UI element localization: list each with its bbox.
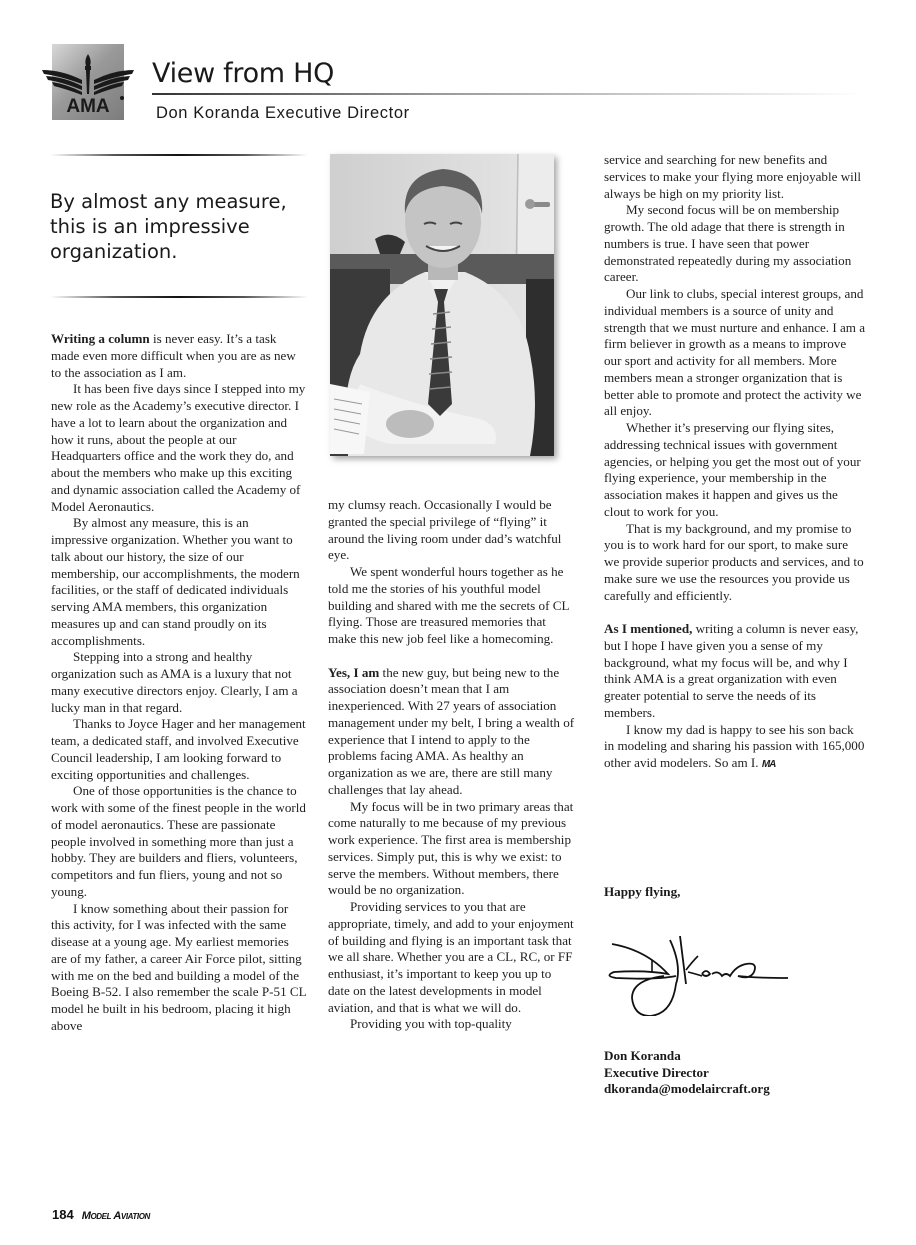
article-paragraph: I know something about their passion for this activity, for I was infected with the same disease at a young age. My earliest memories are of my father, a career Air Force pilot, sitting with me on the bed and building a model of the Boeing B-52. I also remember the scale P-51 CL model he built in his bedroom, placing it high above bbox=[51, 900, 307, 1033]
magazine-name: Model Aviation bbox=[81, 1210, 150, 1222]
article-column-3 bbox=[604, 152, 866, 774]
lead-in: Yes, I am bbox=[328, 664, 380, 680]
lead-in: As I mentioned, bbox=[604, 621, 693, 636]
article-paragraph: my clumsy reach. Occasionally I would be granted the special privilege of “flying” it around the living room under dad’s watchful eye. bbox=[328, 497, 562, 563]
author-photo bbox=[330, 154, 554, 456]
article-paragraph: Providing services to you that are appropriate, timely, and add to your enjoyment of building and flying is an important task that we all share. Whether you are a CL, RC, or FF enthusiast, it’s important to keep you up to date on the latest developments in model aviation, and that is what we will do. bbox=[328, 899, 574, 1015]
article-paragraph: My focus will be in two primary areas that come naturally to me because of my previous work experience. The first area is membership services. Simply put, this is why we exist: to serve the members. Without members, there would be no organization. bbox=[328, 798, 574, 898]
article-paragraph: service and searching for new benefits and services to make your flying more enjoyable will always be high on my priority list. bbox=[604, 152, 862, 201]
svg-text:AMA: AMA bbox=[66, 96, 110, 117]
article-paragraph: As I mentioned, writing a column is never easy, but I hope I have given you a sense of my background, what my focus will be, and why I think AMA is a great organization with even greater potential to serve the needs of its members. bbox=[604, 621, 859, 720]
article-column-1 bbox=[51, 331, 307, 1035]
article-paragraph: Writing a column is never easy. It’s a task made even more difficult when you are as new to the association as I am. bbox=[51, 331, 296, 380]
signature-block bbox=[604, 1048, 770, 1098]
pull-quote: By almost any measure, this is an impressive organization. bbox=[50, 190, 287, 263]
ama-logo bbox=[40, 44, 136, 120]
signer-email[interactable]: dkoranda@modelaircraft.org bbox=[604, 1081, 770, 1096]
author-byline: Don Koranda Executive Director bbox=[156, 104, 410, 122]
signer-title: Executive Director bbox=[604, 1064, 709, 1080]
closing-salutation: Happy flying, bbox=[604, 884, 681, 899]
lead-in: Writing a column bbox=[51, 331, 150, 346]
article-paragraph: Thanks to Joyce Hager and her management team, a dedicated staff, and involved Executive Council leadership, I am looking forward to exciting opportunities and challenges. bbox=[51, 716, 306, 782]
article-paragraph: We spent wonderful hours together as he told me the stories of his youthful model building and shared with me the secrets of CL flying. Those are treasured memories that make this new job feel like a homecoming. bbox=[328, 564, 569, 646]
signer-name: Don Koranda bbox=[604, 1048, 681, 1063]
article-paragraph: Providing you with top-quality bbox=[350, 1016, 512, 1032]
section-title: View from HQ bbox=[152, 58, 335, 89]
pull-quote-top-rule bbox=[50, 154, 308, 156]
pull-quote-bottom-rule bbox=[50, 296, 308, 298]
page-number: 184 bbox=[52, 1207, 74, 1222]
article-paragraph: Stepping into a strong and healthy organization such as AMA is a luxury that not many executive directors enjoy. Clearly, I am a lucky man in that regard. bbox=[51, 649, 298, 715]
header-divider bbox=[152, 93, 862, 95]
article-paragraph: That is my background, and my promise to you is to work hard for our sport, to make sure we provide superior products and services, and to make sure we use the resources you provide us carefully and efficiently. bbox=[604, 520, 864, 603]
article-paragraph: One of those opportunities is the chance to work with some of the finest people in the world of model aeronautics. These are passionate people involved in something more than just a hobby. They are builders and fliers, volunteers, competitors and fun fliers, young and not so young. bbox=[51, 783, 306, 899]
signature-icon bbox=[606, 936, 796, 1021]
article-paragraph: My second focus will be on membership growth. The old adage that there is strength in numbers is true. I have seen that power demonstrated repeatedly during my association career. bbox=[604, 202, 852, 285]
article-paragraph: It has been five days since I stepped into my new role as the Academy’s executive director. I have a lot to learn about the organization and how it runs, about the people at our Headquarters office and the work they do, and about the members who make up this exciting and dynamic association called the Academy of Model Aeronautics. bbox=[51, 381, 306, 514]
article-paragraph: By almost any measure, this is an impressive organization. Whether you want to talk about our history, the size of our membership, our accomplishments, the modern facilities, or the staff of dedicated individuals serving AMA members, this organization measures up and can stand proudly on its accomplishments. bbox=[51, 515, 300, 648]
portrait-image bbox=[330, 154, 554, 456]
article-paragraph: Yes, I am the new guy, but being new to the association doesn’t mean that I am inexperienced. With 27 years of association management under my belt, I bring a wealth of experience that I intend to apply to the problems facing AMA. As healthy an organization as we are, there are still many challenges that lay ahead. bbox=[328, 664, 575, 797]
article-paragraph: Whether it’s preserving our flying sites, addressing technical issues with government agencies, or helping you get the most out of your flying experience, your membership in the association makes it happen and gives us the clout to work for you. bbox=[604, 420, 861, 519]
article-paragraph: Our link to clubs, special interest groups, and individual members is a source of unity and strength that we must nurture and enhance. I am a firm believer in growth as a means to improve our sport and activity for all members. More members mean a stronger organization that is better able to promote and protect the activity we all enjoy. bbox=[604, 286, 866, 419]
article-column-2 bbox=[328, 497, 576, 1033]
end-of-article-mark: MA bbox=[761, 759, 776, 770]
winged-torch-icon bbox=[40, 44, 136, 120]
page-footer bbox=[52, 1207, 150, 1222]
article-paragraph: I know my dad is happy to see his son back in modeling and sharing his passion with 165,000 other avid modelers. So am I. MA bbox=[604, 721, 865, 770]
